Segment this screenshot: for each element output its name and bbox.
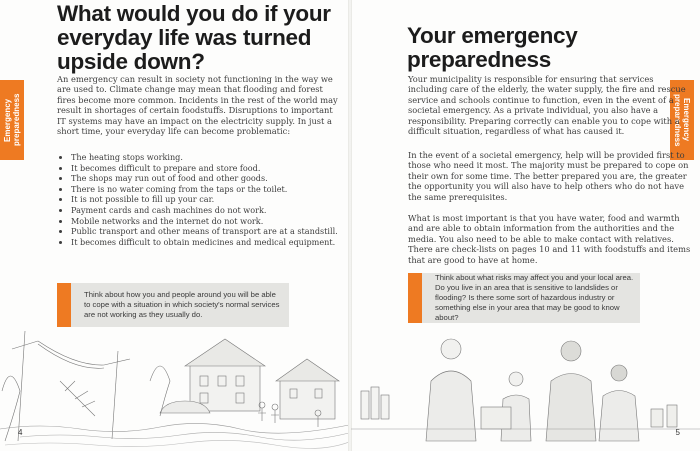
right-page-heading: Your emergency preparedness — [407, 23, 578, 72]
right-paragraph-3 — [408, 213, 693, 265]
paragraph-text: What is most important is that you have water, food and warmth and are able to obtain information from the authorities and the media. You also need to be able to make contact with relatives. There are check-lists on pages 10 and 11 with foodstuffs and items that are good to have at home. — [408, 213, 691, 265]
list-item: • The heating stops working. — [71, 152, 349, 163]
right-callout-box — [408, 273, 640, 323]
page-number: 5 — [675, 428, 680, 437]
left-page — [0, 0, 349, 451]
section-tab-right: Emergency preparedness — [670, 80, 694, 160]
list-item: • The shops may run out of food and other goods. — [71, 173, 349, 184]
left-page-heading: What would you do if your everyday life was turned upside down? — [57, 1, 331, 74]
list-item: • It becomes difficult to prepare and store food. — [71, 163, 349, 174]
list-item: • It becomes difficult to obtain medicines and medical equipment. — [71, 237, 349, 248]
list-item: • Payment cards and cash machines do not work. — [71, 205, 349, 216]
list-item: • Public transport and other means of transport are at a standstill. — [71, 226, 349, 237]
right-page — [351, 0, 700, 451]
intro-text: An emergency can result in society not functioning in the way we are used to. Climate change may mean that flooding and forest fires become more common. Incidents in the rest of the world may result in shortages of certain foodstuffs. Disruptions to important IT systems may have an impact on the electricity supply. In just a short time, your everyday life can become problematic: — [57, 74, 338, 137]
family-supplies-illustration — [351, 321, 700, 451]
left-callout-text: Think about how you and people around you will be able to cope with a situation in which society's normal services are not working as they usually do. — [84, 290, 280, 319]
right-callout-text: Think about what risks may affect you and your local area. Do you live in an area that is sensitive to landslides or flooding? Is there some sort of hazardous industry or something else in your area that may be good to know about? — [435, 273, 634, 322]
callout-accent-bar — [408, 273, 422, 323]
paragraph-text: In the event of a societal emergency, help will be provided first to those who need it most. The majority must be prepared to cope on their own for some time. The better prepared you are, the greater the opportunity you will also have to help others who do not have the same prerequisites. — [408, 150, 689, 202]
page-number: 4 — [18, 428, 23, 437]
right-paragraph-2 — [408, 150, 693, 202]
list-item: • It is not possible to fill up your car. — [71, 194, 349, 205]
list-item: • Mobile networks and the internet do not work. — [71, 216, 349, 227]
right-paragraph-1 — [408, 74, 693, 136]
flooded-town-illustration — [0, 321, 349, 451]
problem-list — [57, 152, 349, 247]
section-tab-left: Emergency preparedness — [0, 80, 24, 160]
paragraph-text: Your municipality is responsible for ensuring that services including care of the elderly, the water supply, the fire and rescue service and schools continue to function, even in the event of a societal emergency. As a private individual, you also have a responsibility. Preparing correctly can enable you to cope with a difficult situation, regardless of what has caused it. — [408, 74, 686, 137]
list-item: • There is no water coming from the taps or the toilet. — [71, 184, 349, 195]
left-intro-paragraph — [57, 74, 340, 136]
